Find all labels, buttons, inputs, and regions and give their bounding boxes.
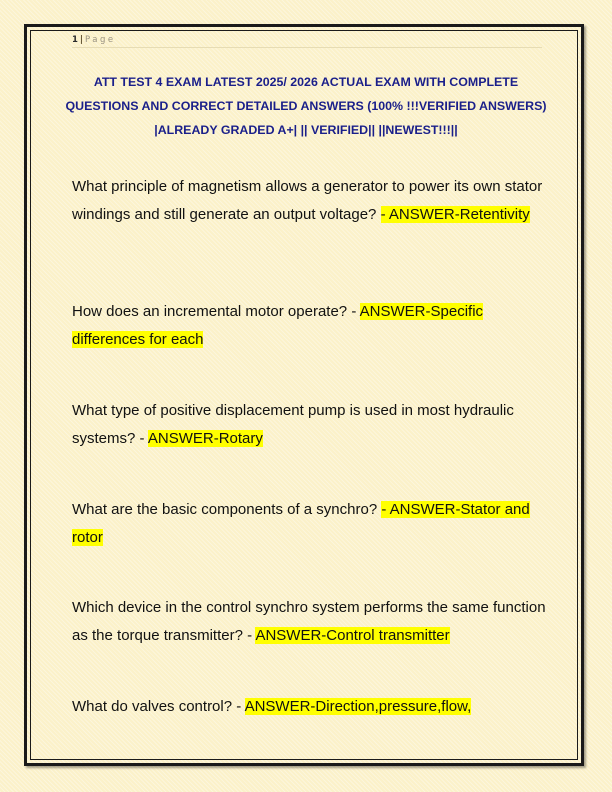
question-text: What type of positive displacement pump is used in most hydraulic systems? [72, 402, 514, 447]
question-text: What are the basic components of a synchro? [72, 501, 378, 518]
question-text: What do valves control? [72, 698, 233, 715]
page-number: 1 [72, 35, 78, 45]
document-title: ATT TEST 4 EXAM LATEST 2025/ 2026 ACTUAL EXAM WITH COMPLETE QUESTIONS AND CORRECT DETAILED ANSWERS (100% !!!VERIFIED ANSWERS) |ALREADY GRADED A+| || VERIFIED|| ||NEWEST!!!|| [65, 75, 547, 137]
answer-text: ANSWER-Control transmitter [255, 627, 450, 644]
answer-separator: - [232, 698, 245, 715]
question-text: How does an incremental motor operate? [72, 303, 348, 320]
answer-text: - ANSWER-Retentivity [380, 206, 530, 223]
answer-text: ANSWER-Direction,pressure,flow, [244, 698, 472, 715]
question-text: Which device in the control synchro system performs the same function as the torque transmitter? [72, 599, 546, 644]
qa-item-3 [72, 397, 552, 453]
answer-text: ANSWER-Rotary [147, 430, 263, 447]
answer-text: - ANSWER-Stator and rotor [72, 501, 530, 546]
answer-separator: - [347, 303, 360, 320]
page-label: Page [85, 35, 116, 45]
header-separator: | [79, 35, 84, 45]
qa-item-5 [72, 594, 552, 650]
answer-separator: - [135, 430, 148, 447]
answer-separator [376, 206, 380, 223]
qa-item-4 [72, 496, 552, 552]
question-text: What principle of magnetism allows a generator to power its own stator windings and still generate an output voltage? [72, 178, 543, 223]
page-header [72, 35, 542, 48]
qa-item-1 [72, 173, 552, 229]
answer-separator: - [242, 627, 256, 644]
qa-item-2 [72, 298, 552, 354]
answer-text: ANSWER-Specific differences for each [72, 303, 484, 348]
qa-item-6 [72, 693, 552, 721]
